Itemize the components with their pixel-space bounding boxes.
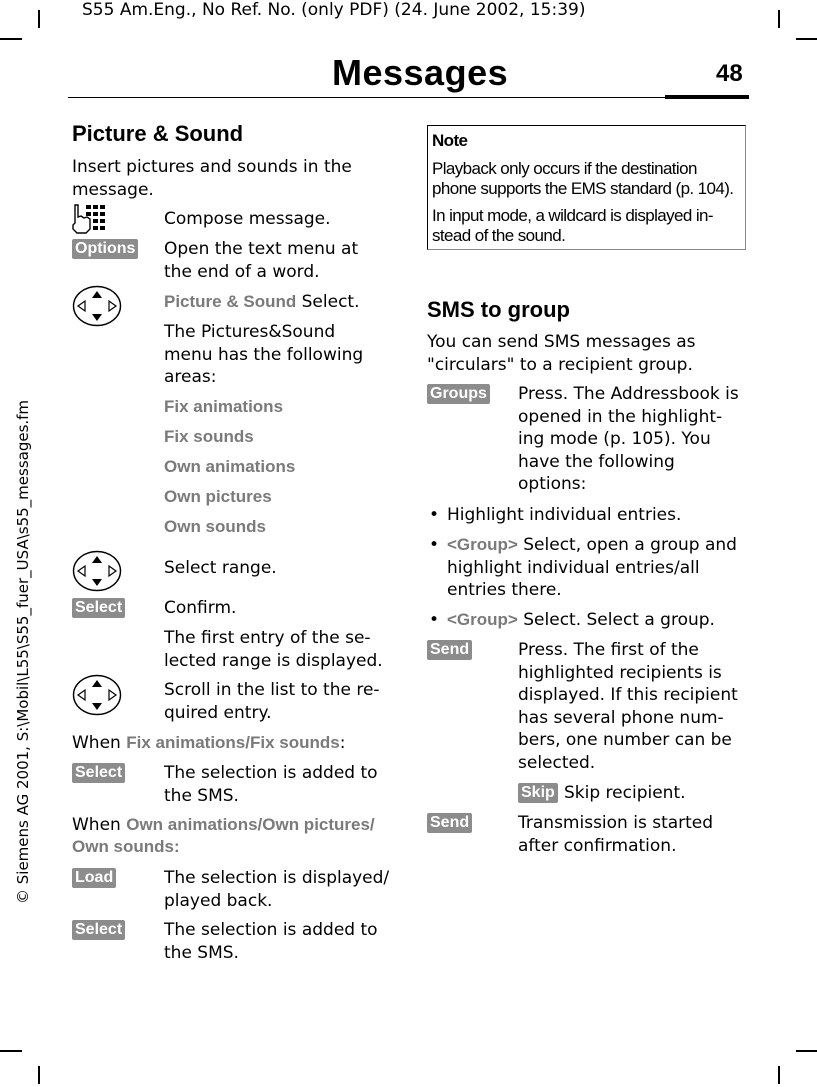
when-own-label: When Own animations/Own pictures/ bbox=[72, 815, 375, 835]
groups-desc: Press. The Addressbook is opened in the highlight-ing mode (p. 105). You have the following options: bbox=[518, 384, 739, 494]
crop-mark bbox=[38, 10, 40, 28]
side-copyright: © Siemens AG 2001, S:\Mobil\L55\S55_fuer_USA\s55_messages.fm bbox=[14, 399, 32, 904]
area-fix-animations: Fix animations bbox=[164, 397, 284, 416]
note-line: stead of the sound. bbox=[432, 226, 566, 245]
navigation-key-icon bbox=[72, 285, 122, 327]
scroll-text: Scroll in the list to the re-quired entry. bbox=[164, 680, 380, 723]
crop-mark bbox=[796, 38, 817, 40]
title-rule bbox=[68, 97, 668, 98]
menu-areas-intro: The Pictures&Sound menu has the following areas: bbox=[164, 322, 364, 387]
bullet-item: • bbox=[429, 610, 440, 630]
select-softkey[interactable]: Select bbox=[72, 919, 125, 940]
when-own-label-cont: Own sounds: bbox=[72, 837, 180, 856]
crop-mark bbox=[0, 1050, 22, 1052]
section-heading-picture-sound: Picture & Sound bbox=[72, 121, 244, 146]
send-softkey[interactable]: Send bbox=[427, 812, 472, 833]
first-entry-text: The first entry of the se-lected range is displayed. bbox=[164, 628, 383, 671]
added-to-sms-text: The selection is added to the SMS. bbox=[164, 763, 378, 806]
select-range-text: Select range. bbox=[164, 558, 277, 578]
navigation-key-icon bbox=[72, 550, 122, 592]
note-line: phone supports the EMS standard (p. 104). bbox=[432, 179, 734, 198]
note-line: Playback only occurs if the destination bbox=[432, 159, 697, 178]
area-own-pictures: Own pictures bbox=[164, 487, 272, 506]
bullet-text: <Group> Select, open a group and highlight individual entries/all entries there. bbox=[447, 535, 737, 600]
group-intro: You can send SMS messages as "circulars" to a recipient group. bbox=[427, 332, 696, 375]
bullet-text: <Group> Select. Select a group. bbox=[447, 610, 715, 630]
running-head: S55 Am.Eng., No Ref. No. (only PDF) (24. June 2002, 15:39) bbox=[82, 0, 586, 20]
skip-desc: Skip recipient. bbox=[564, 783, 686, 803]
bullet-item: • bbox=[429, 505, 440, 525]
navigation-key-icon bbox=[72, 674, 122, 716]
intro-text: Insert pictures and sounds in the message. bbox=[72, 157, 352, 200]
load-softkey[interactable]: Load bbox=[72, 867, 116, 888]
page-number: 48 bbox=[716, 60, 743, 87]
area-own-sounds: Own sounds bbox=[164, 517, 266, 536]
crop-mark bbox=[796, 1050, 817, 1052]
compose-text: Compose message. bbox=[164, 209, 331, 229]
area-fix-sounds: Fix sounds bbox=[164, 427, 254, 446]
when-fix-label: When Fix animations/Fix sounds: bbox=[72, 733, 346, 753]
send-desc: Press. The first of the highlighted recipients is displayed. If this recipient has several phone num-bers, one number can be selected. bbox=[518, 640, 738, 773]
select-softkey[interactable]: Select bbox=[72, 762, 125, 783]
crop-mark bbox=[778, 10, 780, 28]
bullet-text: Highlight individual entries. bbox=[447, 505, 682, 525]
page-title: Messages bbox=[332, 52, 509, 93]
note-title: Note bbox=[432, 131, 468, 150]
load-desc: The selection is displayed/ played back. bbox=[164, 868, 390, 911]
picture-sound-select: Picture & Sound Select. bbox=[164, 292, 360, 312]
options-desc: Open the text menu at the end of a word. bbox=[164, 239, 359, 282]
transmission-text: Transmission is started after confirmation. bbox=[518, 813, 714, 856]
select-softkey[interactable]: Select bbox=[72, 597, 125, 618]
bullet-item: • bbox=[429, 535, 440, 555]
send-softkey[interactable]: Send bbox=[427, 639, 472, 660]
options-softkey[interactable]: Options bbox=[72, 238, 138, 259]
crop-mark bbox=[38, 1066, 40, 1084]
page-number-rule bbox=[665, 95, 749, 99]
crop-mark bbox=[778, 1066, 780, 1084]
crop-mark bbox=[0, 38, 22, 40]
area-own-animations: Own animations bbox=[164, 457, 296, 476]
skip-softkey[interactable]: Skip bbox=[518, 782, 558, 803]
confirm-text: Confirm. bbox=[164, 598, 237, 618]
section-heading-sms-to-group: SMS to group bbox=[427, 297, 570, 322]
groups-softkey[interactable]: Groups bbox=[427, 383, 490, 404]
compose-icon bbox=[72, 203, 106, 239]
added-to-sms-text: The selection is added to the SMS. bbox=[164, 920, 378, 963]
note-line: In input mode, a wildcard is displayed in- bbox=[432, 206, 713, 225]
note-box bbox=[427, 125, 746, 250]
